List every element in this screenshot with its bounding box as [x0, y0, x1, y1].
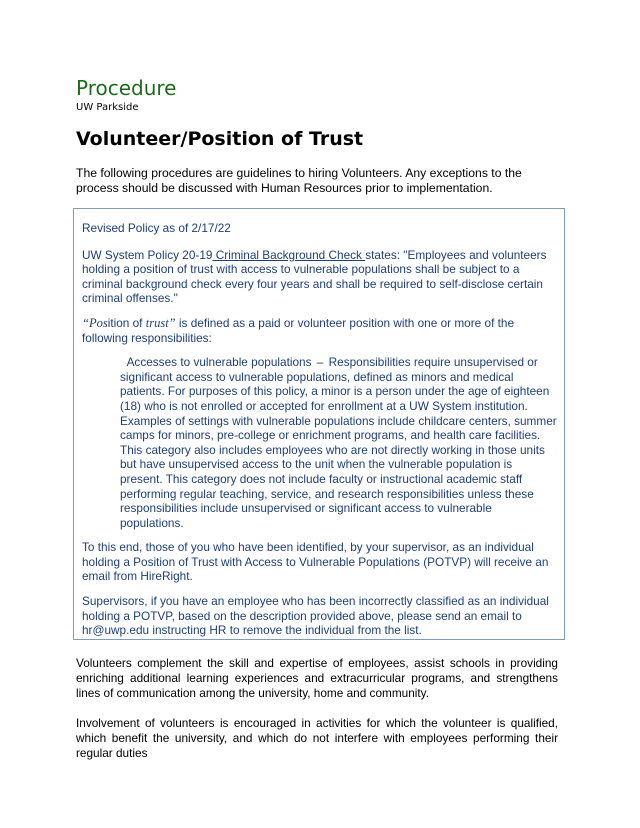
vulnerable-populations-item	[120, 355, 557, 530]
definition-term-end: trust”	[145, 315, 176, 330]
volunteers-paragraph: Volunteers complement the skill and expertise of employees, assist schools in providing enriching additional learning experiences and extracurricular programs, and strengthens lines of communication among the university, home and community.	[76, 656, 558, 700]
organization-name: UW Parkside	[76, 102, 139, 113]
supervisors-paragraph: Supervisors, if you have an employee who has been incorrectly classified as an individual holding a POTVP, based on the description provided above, please send an email to hr@uwp.edu instructing HR to remove the individual from the list.	[82, 594, 549, 638]
definition-term-middle: ition of	[107, 315, 146, 330]
identified-paragraph: To this end, those of you who have been identified, by your supervisor, as an individual holding a Position of Trust with Access to Vulnerable Populations (POTVP) will receive an email from HireRight.	[82, 540, 549, 584]
definition-text: is defined as a paid or volunteer position with one or more of the following responsibilities:	[82, 315, 515, 345]
bullet-dash: –	[316, 355, 324, 370]
bullet-term: Accesses to vulnerable populations	[126, 355, 312, 370]
policy-statement	[82, 248, 557, 306]
definition-term-start: “Pos	[82, 315, 108, 330]
bullet-text: Responsibilities require unsupervised or significant access to vulnerable populations, defined as minors and medical patients. For purposes of this policy, a minor is a person under the age of eighteen (18) who is not enrolled or accepted for enrollment at a UW System institution. Examples of settings with vulnerable populations include childcare centers, summer camps for minors, pre-college or enrichment programs, and health care facilities. This category also includes employees who are not directly working in those units but have unsupervised access to the unit when the vulnerable population is present. This category does not include faculty or instructional academic staff performing regular teaching, service, and research responsibilities unless these responsibilities include unsupervised or significant access to vulnerable populations.	[120, 355, 557, 530]
intro-paragraph: The following procedures are guidelines to hiring Volunteers. Any exceptions to the process should be discussed with Human Resources prior to implementation.	[76, 166, 522, 195]
policy-link[interactable]: Criminal Background Check	[212, 247, 366, 262]
procedure-label: Procedure	[76, 76, 177, 100]
policy-number: UW System Policy 20-19	[82, 247, 213, 262]
policy-box	[73, 208, 565, 640]
definition-paragraph	[82, 316, 557, 345]
involvement-paragraph: Involvement of volunteers is encouraged in activities for which the volunteer is qualified, which benefit the university, and which do not interfere with employees performing their regular duties	[76, 716, 558, 760]
document-title: Volunteer/Position of Trust	[76, 128, 364, 150]
policy-quote: states: "Employees and volunteers holding a position of trust with access to vulnerable populations shall be subject to a criminal background check every four years and shall be required to self-disclose certain criminal offenses."	[82, 247, 547, 306]
revised-date: Revised Policy as of 2/17/22	[82, 221, 231, 235]
